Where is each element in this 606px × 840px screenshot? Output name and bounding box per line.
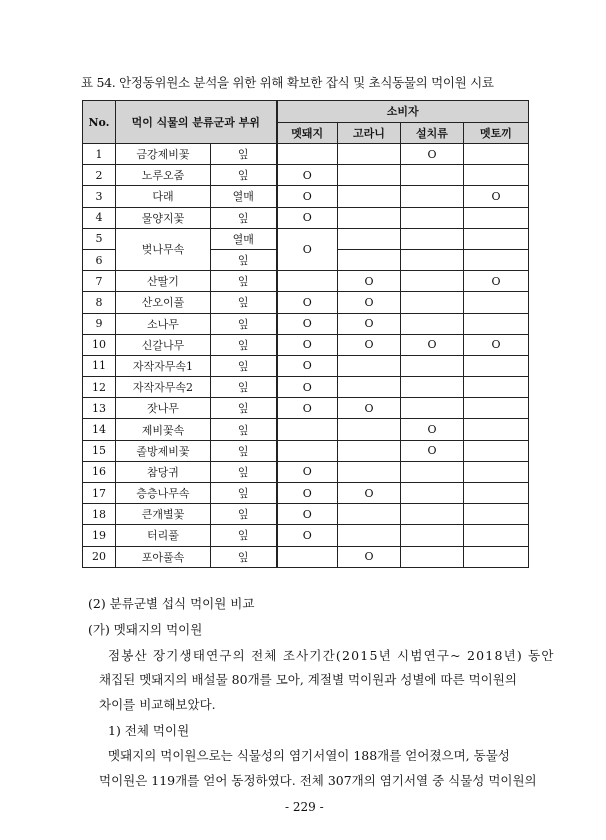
paragraph-line: 먹이원은 119개를 얻어 동정하였다. 전체 307개의 염기서열 중 식물성 먹이원의 (99, 773, 537, 788)
table-row (83, 461, 529, 482)
consumer-mark: O (277, 483, 338, 504)
table-row (83, 483, 529, 504)
consumer-mark (401, 355, 464, 376)
row-number: 12 (83, 377, 116, 398)
plant-part: 잎 (211, 271, 277, 292)
table-row (83, 313, 529, 334)
plant-part: 잎 (211, 292, 277, 313)
consumer-mark: O (277, 228, 338, 270)
consumer-mark (401, 207, 464, 228)
subsection-heading: (가) 멧돼지의 먹이원 (88, 622, 203, 637)
row-number: 15 (83, 440, 116, 461)
plant-part: 잎 (211, 398, 277, 419)
row-number: 2 (83, 165, 116, 186)
row-number: 8 (83, 292, 116, 313)
plant-name: 다래 (116, 186, 211, 207)
plant-name: 소나무 (116, 313, 211, 334)
consumer-mark (464, 313, 529, 334)
consumer-mark: O (338, 483, 401, 504)
consumer-mark (338, 377, 401, 398)
consumer-mark (401, 249, 464, 270)
table-row (83, 525, 529, 546)
consumer-mark: O (338, 313, 401, 334)
consumer-mark (401, 504, 464, 525)
plant-name: 잣나무 (116, 398, 211, 419)
table-row (83, 165, 529, 186)
consumer-mark: O (338, 546, 401, 567)
consumer-mark: O (277, 207, 338, 228)
row-number: 9 (83, 313, 116, 334)
plant-part: 잎 (211, 334, 277, 355)
plant-part: 잎 (211, 440, 277, 461)
header-consumer: 소비자 (277, 101, 529, 123)
sub-heading: 1) 전체 먹이원 (108, 723, 190, 738)
consumer-mark: O (277, 292, 338, 313)
table-row (83, 504, 529, 525)
consumer-mark (338, 249, 401, 270)
consumer-mark (338, 504, 401, 525)
plant-part: 열매 (211, 228, 277, 249)
consumer-mark: O (338, 271, 401, 292)
plant-part: 잎 (211, 144, 277, 165)
consumer-mark (464, 292, 529, 313)
plant-name: 산딸기 (116, 271, 211, 292)
plant-name: 신갈나무 (116, 334, 211, 355)
consumer-mark (464, 546, 529, 567)
plant-name: 노루오줌 (116, 165, 211, 186)
consumer-mark (464, 419, 529, 440)
plant-part: 잎 (211, 504, 277, 525)
consumer-mark: O (401, 419, 464, 440)
header-water-deer: 고라니 (338, 122, 401, 144)
consumer-mark: O (277, 313, 338, 334)
plant-part: 잎 (211, 419, 277, 440)
consumer-mark: O (277, 165, 338, 186)
consumer-mark (464, 165, 529, 186)
table-row (83, 334, 529, 355)
row-number: 7 (83, 271, 116, 292)
plant-part: 잎 (211, 207, 277, 228)
consumer-mark (401, 525, 464, 546)
plant-name: 제비꽃속 (116, 419, 211, 440)
consumer-mark (464, 398, 529, 419)
consumer-mark (401, 483, 464, 504)
consumer-mark (401, 165, 464, 186)
row-number: 18 (83, 504, 116, 525)
table-row (83, 355, 529, 376)
header-hare: 멧토끼 (464, 122, 529, 144)
row-number: 20 (83, 546, 116, 567)
table-row (83, 398, 529, 419)
consumer-mark: O (277, 461, 338, 482)
consumer-mark: O (277, 377, 338, 398)
row-number: 19 (83, 525, 116, 546)
plant-name: 벚나무속 (116, 228, 211, 270)
consumer-mark (338, 440, 401, 461)
paragraph-line: 차이를 비교해보았다. (99, 697, 216, 712)
plant-name: 산오이풀 (116, 292, 211, 313)
consumer-mark (464, 504, 529, 525)
plant-part: 잎 (211, 165, 277, 186)
consumer-mark (338, 186, 401, 207)
consumer-mark: O (464, 271, 529, 292)
plant-name: 물양지꽃 (116, 207, 211, 228)
consumer-mark (464, 377, 529, 398)
consumer-mark (401, 292, 464, 313)
paragraph-line: 채집된 멧돼지의 배설물 80개를 모아, 계절별 먹이원과 성별에 따른 먹이원의 (99, 672, 517, 687)
row-number: 1 (83, 144, 116, 165)
consumer-mark: O (277, 504, 338, 525)
consumer-mark (277, 419, 338, 440)
consumer-mark (338, 207, 401, 228)
consumer-mark (464, 440, 529, 461)
row-number: 5 (83, 228, 116, 249)
consumer-mark (401, 313, 464, 334)
plant-name: 참당귀 (116, 461, 211, 482)
plant-part: 열매 (211, 186, 277, 207)
consumer-mark: O (401, 440, 464, 461)
plant-part: 잎 (211, 546, 277, 567)
consumer-mark (464, 461, 529, 482)
consumer-mark (277, 546, 338, 567)
row-number: 13 (83, 398, 116, 419)
table-row (83, 292, 529, 313)
consumer-mark: O (401, 144, 464, 165)
consumer-mark (464, 525, 529, 546)
plant-name: 포아풀속 (116, 546, 211, 567)
row-number: 16 (83, 461, 116, 482)
row-number: 6 (83, 249, 116, 270)
header-wild-boar: 멧돼지 (277, 122, 338, 144)
consumer-mark: O (464, 186, 529, 207)
row-number: 17 (83, 483, 116, 504)
consumer-mark: O (277, 334, 338, 355)
consumer-mark (401, 546, 464, 567)
consumer-mark (338, 461, 401, 482)
page-number: - 229 - (285, 800, 324, 814)
consumer-mark (464, 207, 529, 228)
table-caption: 표 54. 안정동위원소 분석을 위한 위해 확보한 잡식 및 초식동물의 먹이원 시료 (81, 75, 494, 90)
table-row (83, 144, 529, 165)
consumer-mark: O (401, 334, 464, 355)
consumer-mark (401, 186, 464, 207)
consumer-mark (464, 483, 529, 504)
consumer-mark: O (277, 525, 338, 546)
consumer-mark (277, 144, 338, 165)
plant-name: 졸방제비꽃 (116, 440, 211, 461)
consumer-mark: O (277, 398, 338, 419)
consumer-mark (401, 271, 464, 292)
plant-name: 터리풀 (116, 525, 211, 546)
consumer-mark: O (338, 398, 401, 419)
consumer-mark (401, 228, 464, 249)
header-rodent: 설치류 (401, 122, 464, 144)
consumer-mark (338, 165, 401, 186)
consumer-mark (401, 461, 464, 482)
food-source-table (82, 100, 529, 568)
header-no: No. (83, 101, 116, 144)
consumer-mark (338, 355, 401, 376)
row-number: 4 (83, 207, 116, 228)
section-heading: (2) 분류군별 섭식 먹이원 비교 (88, 596, 255, 611)
consumer-mark (277, 440, 338, 461)
consumer-mark (338, 228, 401, 249)
row-number: 11 (83, 355, 116, 376)
consumer-mark: O (338, 292, 401, 313)
plant-name: 금강제비꽃 (116, 144, 211, 165)
table-row (83, 377, 529, 398)
row-number: 14 (83, 419, 116, 440)
consumer-mark (338, 419, 401, 440)
consumer-mark (338, 144, 401, 165)
table-row (83, 440, 529, 461)
table-row (83, 228, 529, 249)
table-row (83, 546, 529, 567)
consumer-mark (464, 249, 529, 270)
plant-part: 잎 (211, 483, 277, 504)
consumer-mark: O (277, 186, 338, 207)
paragraph-line: 멧돼지의 먹이원으로는 식물성의 염기서열이 188개를 얻어졌으며, 동물성 (108, 748, 510, 763)
row-number: 3 (83, 186, 116, 207)
consumer-mark: O (338, 334, 401, 355)
row-number: 10 (83, 334, 116, 355)
plant-part: 잎 (211, 355, 277, 376)
table-row (83, 207, 529, 228)
consumer-mark (464, 355, 529, 376)
plant-name: 자작자무속1 (116, 355, 211, 376)
consumer-mark: O (277, 355, 338, 376)
plant-part: 잎 (211, 525, 277, 546)
table-row (83, 186, 529, 207)
plant-part: 잎 (211, 249, 277, 270)
consumer-mark (401, 377, 464, 398)
plant-name: 큰개별꽃 (116, 504, 211, 525)
table-row (83, 419, 529, 440)
plant-part: 잎 (211, 461, 277, 482)
consumer-mark: O (464, 334, 529, 355)
consumer-mark (464, 144, 529, 165)
header-plant: 먹이 식물의 분류군과 부위 (116, 101, 277, 144)
consumer-mark (277, 271, 338, 292)
plant-part: 잎 (211, 377, 277, 398)
plant-part: 잎 (211, 313, 277, 334)
consumer-mark (338, 525, 401, 546)
consumer-mark (401, 398, 464, 419)
table-row (83, 271, 529, 292)
consumer-mark (464, 228, 529, 249)
plant-name: 층층나무속 (116, 483, 211, 504)
paragraph-line: 점봉산 장기생태연구의 전체 조사기간(2015년 시범연구~ 2018년) 동안 (108, 648, 555, 663)
plant-name: 자작자무속2 (116, 377, 211, 398)
